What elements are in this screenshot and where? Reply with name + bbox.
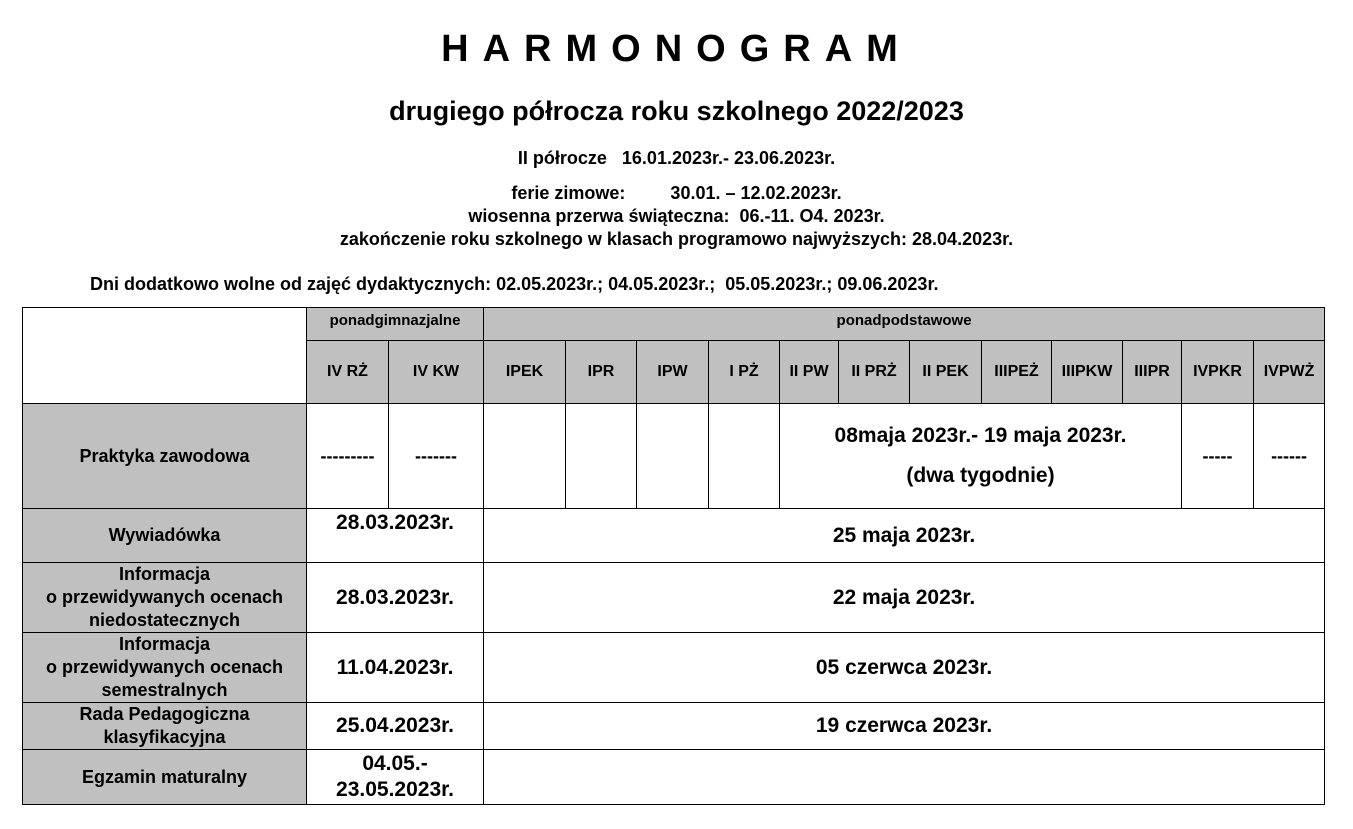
row-label-wywiadowka: Wywiadówka bbox=[23, 509, 307, 563]
egzamin-date-line2: 23.05.2023r. bbox=[336, 778, 454, 801]
label-line: Informacja bbox=[118, 564, 211, 584]
class-header: II PW bbox=[780, 341, 839, 404]
info-semestralne-ponadgim: 11.04.2023r. bbox=[307, 633, 484, 703]
document-subtitle: drugiego półrocza roku szkolnego 2022/2023 bbox=[389, 96, 964, 126]
praktyka-empty-cell bbox=[566, 404, 637, 509]
class-header: II PEK bbox=[910, 341, 982, 404]
wywiadowka-ponadpod: 25 maja 2023r. bbox=[484, 509, 1325, 563]
class-header: IIIPKW bbox=[1052, 341, 1123, 404]
row-label-egzamin: Egzamin maturalny bbox=[23, 750, 307, 805]
spring-break: wiosenna przerwa świąteczna: 06.-11. O4. 2023r. bbox=[468, 206, 885, 226]
egzamin-ponadgim bbox=[307, 750, 484, 805]
label-line: klasyfikacyjna bbox=[103, 727, 226, 747]
label-line: Informacja bbox=[118, 634, 211, 654]
praktyka-ivpkr: ----- bbox=[1182, 404, 1254, 509]
group-header-ponadpodstawowe: ponadpodstawowe bbox=[484, 308, 1325, 341]
class-header: IIIPR bbox=[1123, 341, 1182, 404]
row-label-info-semestralne bbox=[23, 633, 307, 703]
label-line: o przewidywanych ocenach bbox=[45, 587, 284, 607]
info-semestralne-ponadpod: 05 czerwca 2023r. bbox=[484, 633, 1325, 703]
praktyka-iv-rz: --------- bbox=[307, 404, 389, 509]
praktyka-dates-line1: 08maja 2023r.- 19 maja 2023r. bbox=[834, 424, 1127, 447]
praktyka-dates-line2: (dwa tygodnie) bbox=[906, 464, 1055, 487]
group-header-ponadgimnazjalne: ponadgimnazjalne bbox=[307, 308, 484, 341]
praktyka-empty-cell bbox=[637, 404, 709, 509]
schedule-table bbox=[22, 307, 1325, 805]
rada-ponadgim: 25.04.2023r. bbox=[307, 703, 484, 750]
class-header: IPEK bbox=[484, 341, 566, 404]
header-blank-cell bbox=[23, 308, 307, 404]
class-header: IV KW bbox=[389, 341, 484, 404]
rada-ponadpod: 19 czerwca 2023r. bbox=[484, 703, 1325, 750]
class-header: IIIPEŻ bbox=[982, 341, 1052, 404]
class-header: IVPWŻ bbox=[1254, 341, 1325, 404]
label-line: o przewidywanych ocenach bbox=[45, 657, 284, 677]
extra-days-off: Dni dodatkowo wolne od zajęć dydaktycznych: 02.05.2023r.; 04.05.2023r.; 05.05.2023r.; 09.06.2023r. bbox=[90, 274, 939, 294]
document-title: HARMONOGRAM bbox=[441, 28, 912, 70]
school-year-end: zakończenie roku szkolnego w klasach programowo najwyższych: 28.04.2023r. bbox=[339, 229, 1014, 249]
praktyka-empty-cell bbox=[709, 404, 780, 509]
praktyka-iv-kw: ------- bbox=[389, 404, 484, 509]
info-niedostateczne-ponadgim: 28.03.2023r. bbox=[307, 563, 484, 633]
praktyka-dates bbox=[780, 404, 1182, 509]
class-header: IPW bbox=[637, 341, 709, 404]
class-header: IV RŻ bbox=[307, 341, 389, 404]
class-header: IVPKR bbox=[1182, 341, 1254, 404]
praktyka-empty-cell bbox=[484, 404, 566, 509]
row-label-rada bbox=[23, 703, 307, 750]
class-header: II PRŻ bbox=[839, 341, 910, 404]
row-label-info-niedostateczne bbox=[23, 563, 307, 633]
praktyka-ivpwz: ------ bbox=[1254, 404, 1325, 509]
semester-dates: II półrocze 16.01.2023r.- 23.06.2023r. bbox=[517, 148, 836, 168]
class-header: I PŻ bbox=[709, 341, 780, 404]
wywiadowka-ponadgim: 28.03.2023r. bbox=[307, 509, 484, 563]
egzamin-ponadpod bbox=[484, 750, 1325, 805]
info-niedostateczne-ponadpod: 22 maja 2023r. bbox=[484, 563, 1325, 633]
egzamin-date-line1: 04.05.- bbox=[362, 752, 428, 775]
winter-break: ferie zimowe: 30.01. – 12.02.2023r. bbox=[511, 183, 842, 203]
label-line: semestralnych bbox=[101, 680, 228, 700]
row-label-praktyka: Praktyka zawodowa bbox=[23, 404, 307, 509]
label-line: Rada Pedagogiczna bbox=[79, 704, 250, 724]
class-header: IPR bbox=[566, 341, 637, 404]
label-line: niedostatecznych bbox=[88, 610, 241, 630]
